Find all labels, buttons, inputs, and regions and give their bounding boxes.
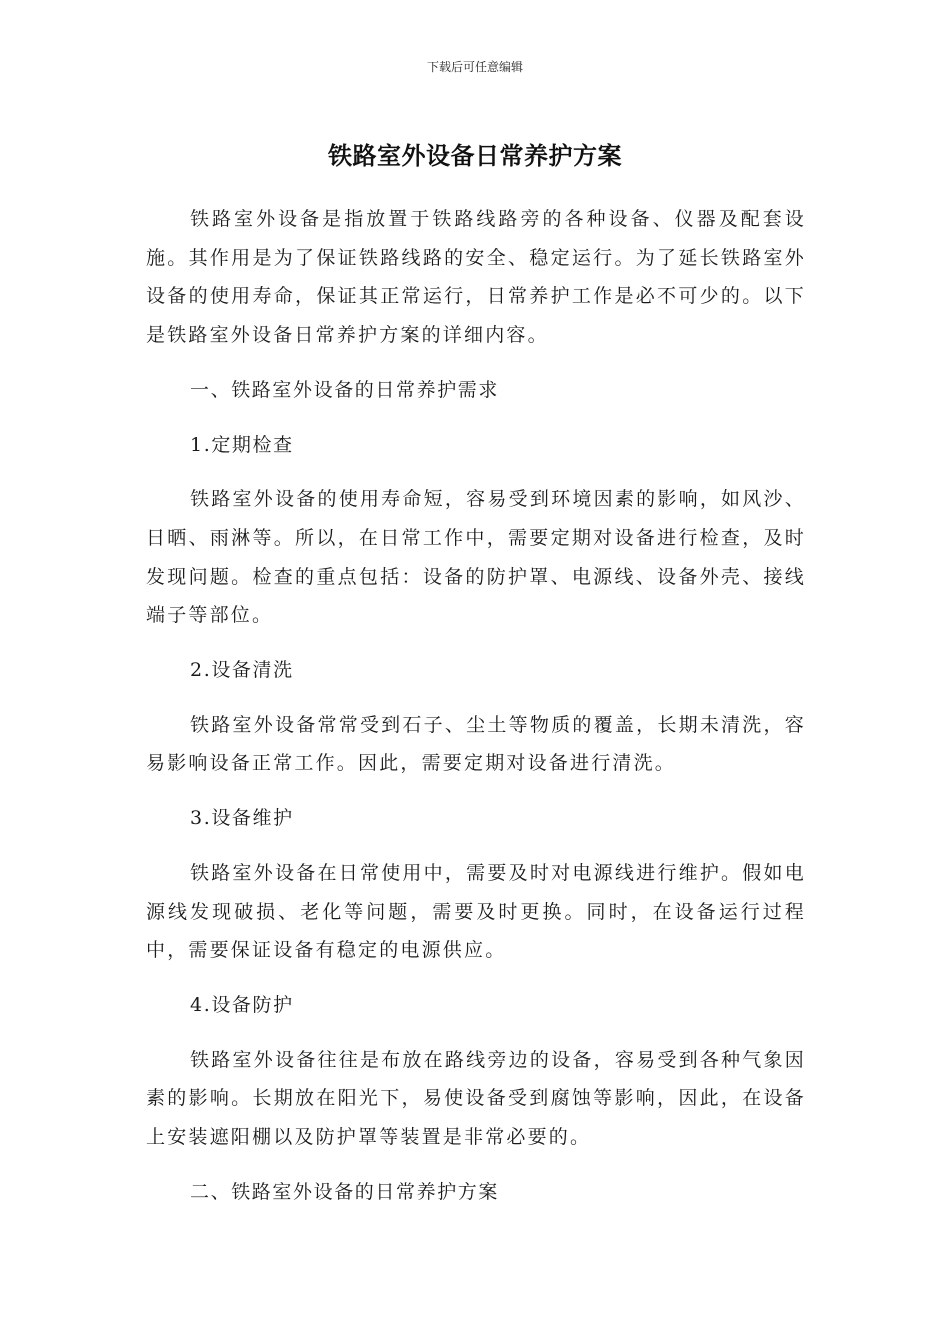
subsection-heading-4: 4.设备防护 bbox=[190, 993, 294, 1016]
header-note: 下载后可任意编辑 bbox=[426, 60, 523, 74]
paragraph-cleaning: 铁路室外设备常常受到石子、尘土等物质的覆盖，长期未清洗，容易影响设备正常工作。因此，需要定期对设备进行清洗。 bbox=[146, 713, 806, 775]
subsection-heading-1: 1.定期检查 bbox=[190, 433, 294, 456]
section-heading-1: 一、铁路室外设备的日常养护需求 bbox=[190, 378, 500, 401]
intro-paragraph: 铁路室外设备是指放置于铁路线路旁的各种设备、仪器及配套设施。其作用是为了保证铁路线路的安全、稳定运行。为了延长铁路室外设备的使用寿命，保证其正常运行，日常养护工作是必不可少的。以下是铁路室外设备日常养护方案的详细内容。 bbox=[146, 208, 806, 347]
document-body bbox=[146, 200, 806, 1227]
paragraph-protection: 铁路室外设备往往是布放在路线旁边的设备，容易受到各种气象因素的影响。长期放在阳光下，易使设备受到腐蚀等影响，因此，在设备上安装遮阳棚以及防护罩等装置是非常必要的。 bbox=[146, 1048, 806, 1149]
section-heading-2: 二、铁路室外设备的日常养护方案 bbox=[190, 1180, 500, 1203]
paragraph-inspection: 铁路室外设备的使用寿命短，容易受到环境因素的影响，如风沙、日晒、雨淋等。所以，在日常工作中，需要定期对设备进行检查，及时发现问题。检查的重点包括：设备的防护罩、电源线、设备外壳、接线端子等部位。 bbox=[146, 488, 806, 627]
subsection-heading-2: 2.设备清洗 bbox=[190, 659, 294, 682]
subsection-heading-3: 3.设备维护 bbox=[190, 807, 294, 830]
paragraph-maintenance: 铁路室外设备在日常使用中，需要及时对电源线进行维护。假如电源线发现破损、老化等问题，需要及时更换。同时，在设备运行过程中，需要保证设备有稳定的电源供应。 bbox=[146, 861, 806, 962]
document-title: 铁路室外设备日常养护方案 bbox=[328, 142, 622, 170]
